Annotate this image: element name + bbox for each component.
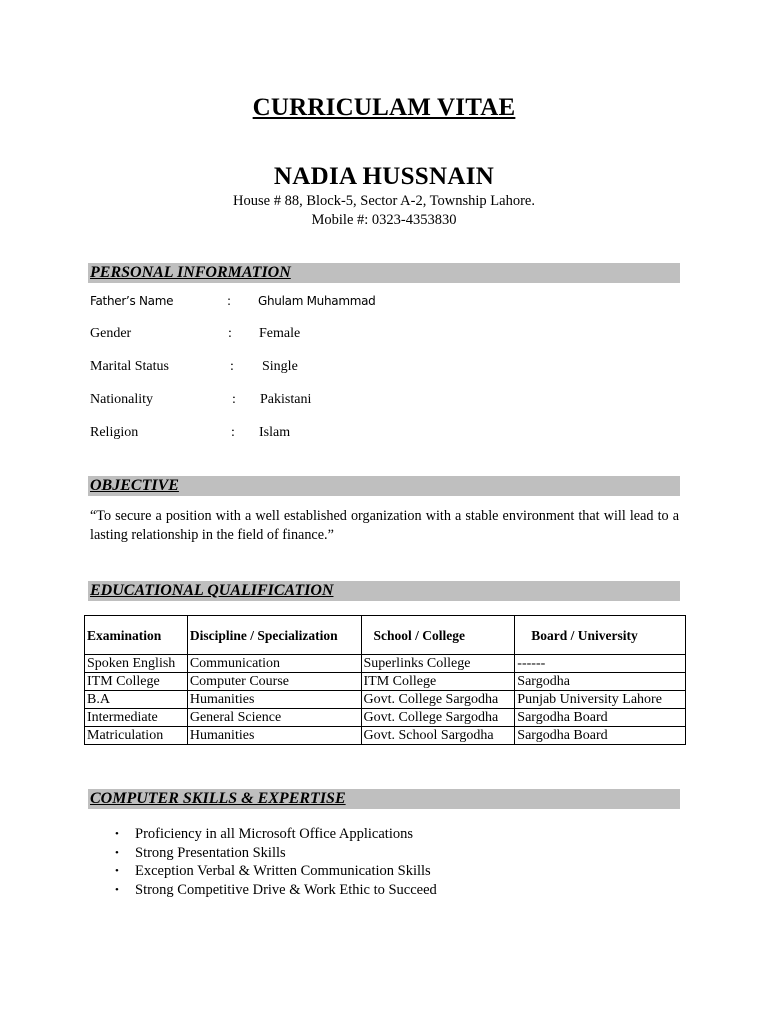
table-cell: ITM College [85, 673, 188, 691]
table-header-row [85, 616, 686, 655]
table-row [85, 673, 686, 691]
field-colon: : [227, 294, 231, 308]
field-value: Islam [259, 425, 291, 440]
field-colon: : [231, 425, 235, 440]
personal-info-row [90, 326, 680, 346]
table-cell: General Science [187, 709, 361, 727]
table-cell: Computer Course [187, 673, 361, 691]
field-label: Nationality [90, 392, 153, 407]
table-cell: Govt. School Sargodha [361, 727, 515, 745]
personal-info-row [90, 294, 680, 314]
list-item [88, 825, 437, 844]
table-cell: Sargodha Board [515, 709, 686, 727]
field-label: Father’s Name [90, 294, 174, 308]
skill-text: Proficiency in all Microsoft Office Applications [135, 826, 413, 842]
table-cell: Punjab University Lahore [515, 691, 686, 709]
field-colon: : [228, 326, 232, 341]
section-personal-information [88, 263, 680, 283]
personal-info-row [90, 425, 680, 445]
bullet-icon: • [115, 846, 119, 859]
table-row [85, 727, 686, 745]
field-value: Single [262, 359, 298, 374]
document-title: CURRICULAM VITAE [252, 94, 516, 121]
table-cell: Intermediate [85, 709, 188, 727]
table-cell: Matriculation [85, 727, 188, 745]
field-value: Ghulam Muhammad [258, 294, 376, 308]
table-row [85, 655, 686, 673]
skill-text: Strong Presentation Skills [135, 844, 286, 861]
skill-text: Strong Competitive Drive & Work Ethic to Succeed [135, 882, 437, 899]
list-item [88, 881, 437, 900]
table-cell: ITM College [361, 673, 515, 691]
list-item [88, 844, 437, 863]
objective-text: “To secure a position with a well established organization with a stable environment that will lead to a lasting relationship in the field of finance.” [90, 508, 679, 543]
table-cell: Communication [187, 655, 361, 673]
table-row [85, 691, 686, 709]
section-heading: PERSONAL INFORMATION [90, 264, 291, 281]
skills-list [88, 825, 437, 900]
section-educational-qualification [88, 581, 680, 601]
skill-text: Exception Verbal & Written Communication Skills [135, 863, 431, 880]
section-heading: EDUCATIONAL QUALIFICATION [90, 582, 334, 599]
personal-info-row [90, 359, 680, 379]
field-value: Female [259, 326, 301, 341]
mobile-line: Mobile #: 0323-4353830 [311, 212, 457, 228]
table-row [85, 709, 686, 727]
section-computer-skills [88, 789, 680, 809]
field-label: Gender [90, 326, 132, 341]
education-table [84, 615, 686, 745]
table-cell: Spoken English [85, 655, 188, 673]
table-cell: Humanities [187, 727, 361, 745]
section-heading: COMPUTER SKILLS & EXPERTISE [90, 790, 346, 807]
personal-info-row [90, 392, 680, 412]
table-cell: ------ [515, 655, 686, 673]
table-cell: B.A [85, 691, 188, 709]
column-header: Board / University [515, 616, 686, 655]
field-label: Marital Status [90, 359, 169, 374]
field-colon: : [230, 359, 234, 374]
field-value: Pakistani [260, 392, 312, 407]
table-cell: Sargodha [515, 673, 686, 691]
column-header: School / College [361, 616, 515, 655]
table-cell: Govt. College Sargodha [361, 709, 515, 727]
column-header: Discipline / Specialization [187, 616, 361, 655]
field-colon: : [232, 392, 236, 407]
table-cell: Sargodha Board [515, 727, 686, 745]
list-item [88, 862, 437, 881]
address-line: House # 88, Block-5, Sector A-2, Township Lahore. [233, 193, 535, 209]
column-header: Examination [85, 616, 188, 655]
table-cell: Superlinks College [361, 655, 515, 673]
bullet-icon: • [115, 865, 119, 878]
bullet-icon: • [115, 884, 119, 897]
section-objective [88, 476, 680, 496]
bullet-icon: • [115, 828, 119, 840]
candidate-name: NADIA HUSSNAIN [273, 163, 495, 190]
table-cell: Govt. College Sargodha [361, 691, 515, 709]
table-cell: Humanities [187, 691, 361, 709]
section-heading: OBJECTIVE [90, 477, 179, 494]
field-label: Religion [90, 425, 139, 440]
